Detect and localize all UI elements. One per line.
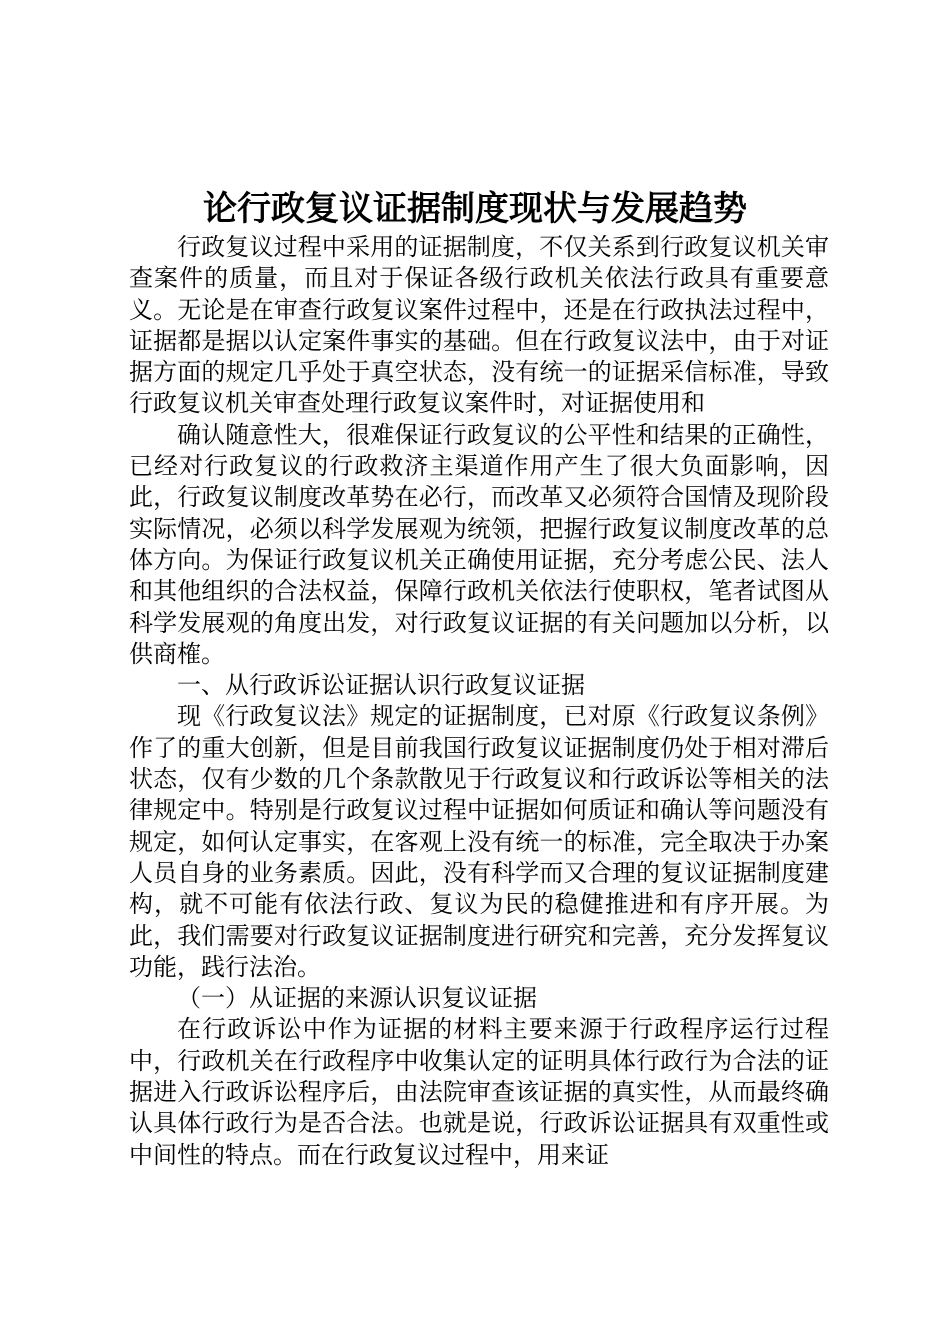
subsection-heading-1: （一）从证据的来源认识复议证据 xyxy=(177,984,537,1013)
section-heading-1: 一、从行政诉讼证据认识行政复议证据 xyxy=(177,671,585,700)
paragraph-subsection-1: 在行政诉讼中作为证据的材料主要来源于行政程序运行过程中，行政机关在行政程序中收集认定的证明具体行政行为合法的证据进入行政诉讼程序后，由法院审查该证据的真实性，从而最终确认具体行政行为是否合法。也就是说，行政诉讼证据具有双重性或中间性的特点。而在行政复议过程中，用来证 xyxy=(129,1015,829,1169)
document-title: 论行政复议证据制度现状与发展趋势 xyxy=(203,189,747,229)
document-body xyxy=(129,232,829,1171)
paragraph-intro-continued: 确认随意性大，很难保证行政复议的公平性和结果的正确性，已经对行政复议的行政救济主渠道作用产生了很大负面影响，因此，行政复议制度改革势在必行，而改革又必须符合国情及现阶段实际情况，必须以科学发展观为统领，把握行政复议制度改革的总体方向。为保证行政复议机关正确使用证据，充分考虑公民、法人和其他组织的合法权益，保障行政机关依法行使职权，笔者试图从科学发展观的角度出发，对行政复议证据的有关问题加以分析，以供商榷。 xyxy=(129,420,829,668)
paragraph-intro: 行政复议过程中采用的证据制度，不仅关系到行政复议机关审查案件的质量，而且对于保证各级行政机关依法行政具有重要意义。无论是在审查行政复议案件过程中，还是在行政执法过程中，证据都是据以认定案件事实的基础。但在行政复议法中，由于对证据方面的规定几乎处于真空状态，没有统一的证据采信标准，导致行政复议机关审查处理行政复议案件时，对证据使用和 xyxy=(129,233,829,418)
paragraph-section-1: 现《行政复议法》规定的证据制度，已对原《行政复议条例》作了的重大创新，但是目前我国行政复议证据制度仍处于相对滞后状态，仅有少数的几个条款散见于行政复议和行政诉讼等相关的法律规定中。特别是行政复议过程中证据如何质证和确认等问题没有规定，如何认定事实，在客观上没有统一的标准，完全取决于办案人员自身的业务素质。因此，没有科学而又合理的复议证据制度建构，就不可能有依法行政、复议为民的稳健推进和有序开展。为此，我们需要对行政复议证据制度进行研究和完善，充分发挥复议功能，践行法治。 xyxy=(129,702,829,981)
